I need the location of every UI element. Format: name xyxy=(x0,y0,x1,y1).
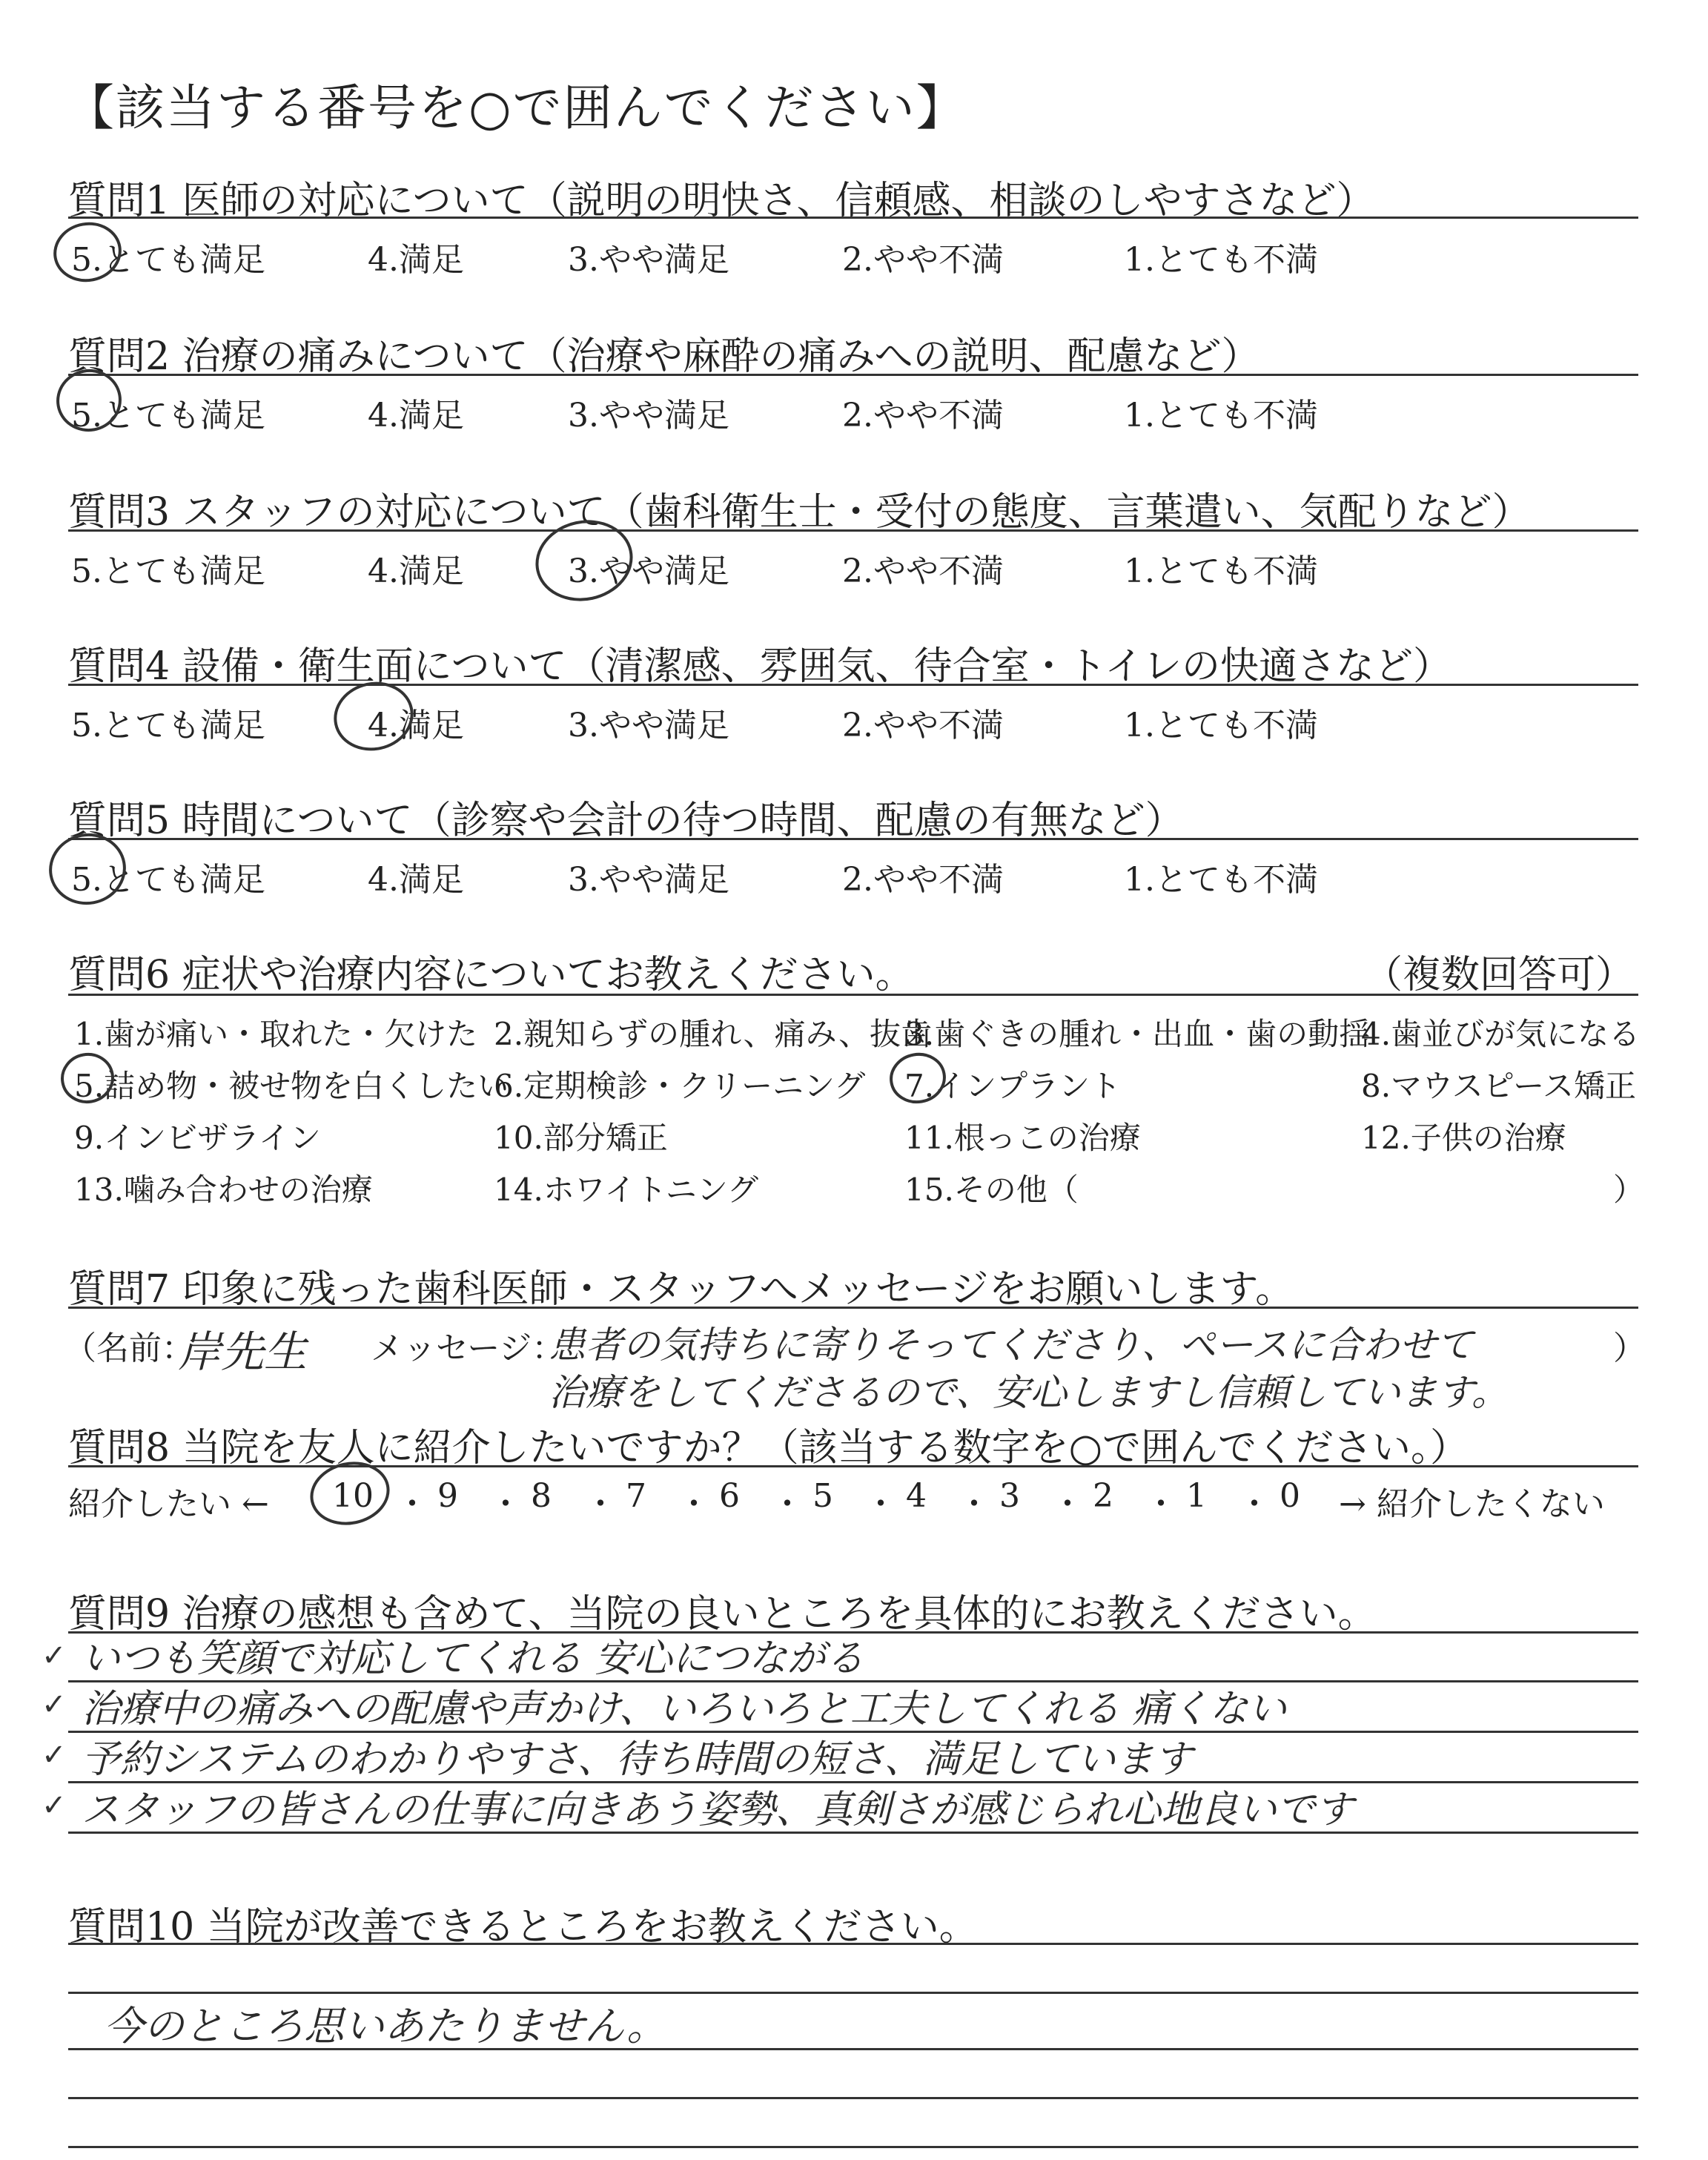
q4-option-2[interactable]: 2.やや不満 xyxy=(842,707,1004,744)
q9-check-1: ✓ xyxy=(42,1639,67,1673)
q2-option-4[interactable]: 4.満足 xyxy=(368,397,464,435)
question-2-divider xyxy=(68,374,1638,376)
q1-option-2[interactable]: 2.やや不満 xyxy=(842,241,1004,279)
question-8-divider xyxy=(68,1465,1638,1467)
question-10-label: 質問10 当院が改善できるところをお教えください。 xyxy=(68,1905,978,1949)
q5-option-2[interactable]: 2.やや不満 xyxy=(842,861,1004,899)
q1-option-5[interactable]: 5.とても満足 xyxy=(71,241,265,279)
q8-score-2[interactable]: 2 xyxy=(1093,1477,1113,1515)
q8-score-3[interactable]: 3 xyxy=(999,1477,1020,1515)
q6-item-13[interactable]: 13.噛み合わせの治療 xyxy=(74,1172,373,1208)
q3-option-1[interactable]: 1.とても不満 xyxy=(1124,552,1318,590)
q8-sep-2: ・ xyxy=(489,1485,522,1523)
q8-score-8[interactable]: 8 xyxy=(531,1477,552,1515)
q9-answer-1[interactable]: いつも笑顔で対応してくれる 安心につながる xyxy=(82,1636,864,1681)
q8-sep-6: ・ xyxy=(864,1485,897,1523)
q6-item-1[interactable]: 1.歯が痛い・取れた・欠けた xyxy=(74,1016,478,1052)
q8-score-5[interactable]: 5 xyxy=(812,1477,833,1515)
q9-answer-4[interactable]: スタッフの皆さんの仕事に向きあう姿勢、真剣さが感じられ心地良いです xyxy=(82,1788,1354,1832)
q5-option-3[interactable]: 3.やや満足 xyxy=(568,861,729,899)
q8-score-4[interactable]: 4 xyxy=(906,1477,927,1515)
q6-item-11[interactable]: 11.根っこの治療 xyxy=(904,1120,1141,1156)
q9-answer-3[interactable]: 予約システムのわかりやすさ、待ち時間の短さ、満足しています xyxy=(82,1737,1193,1782)
q6-item-14[interactable]: 14.ホワイトニング xyxy=(494,1172,759,1208)
question-1-label: 質問1 医師の対応について（説明の明快さ、信頼感、相談のしやすさなど） xyxy=(68,179,1375,223)
q4-option-1[interactable]: 1.とても不満 xyxy=(1124,707,1318,744)
q1-option-3[interactable]: 3.やや満足 xyxy=(568,241,729,279)
q2-option-2[interactable]: 2.やや不満 xyxy=(842,397,1004,435)
q2-option-5[interactable]: 5.とても満足 xyxy=(71,397,265,435)
q5-option-5[interactable]: 5.とても満足 xyxy=(71,861,265,899)
question-7-divider xyxy=(68,1307,1638,1309)
q1-option-4[interactable]: 4.満足 xyxy=(368,241,464,279)
q8-score-7[interactable]: 7 xyxy=(626,1477,646,1515)
q3-option-4[interactable]: 4.満足 xyxy=(368,552,464,590)
q10-answer-line-4 xyxy=(68,2146,1638,2148)
q7-message-line-2[interactable]: 治療をしてくださるので、安心しますし信頼しています。 xyxy=(549,1371,1509,1414)
q4-option-5[interactable]: 5.とても満足 xyxy=(71,707,265,744)
q8-sep-10: ・ xyxy=(1238,1485,1271,1523)
question-9-label: 質問9 治療の感想も含めて、当院の良いところを具体的にお教えください。 xyxy=(68,1592,1377,1636)
q8-right-label: → 紹介したくない xyxy=(1339,1485,1605,1523)
q6-item-5[interactable]: 5.詰め物・被せ物を白くしたい xyxy=(74,1068,509,1104)
q8-sep-4: ・ xyxy=(678,1485,710,1523)
q6-item-9[interactable]: 9.インビザライン xyxy=(74,1120,321,1156)
q6-item-7[interactable]: 7.インプラント xyxy=(904,1068,1122,1104)
q7-close-paren: ） xyxy=(1613,1330,1646,1367)
q6-item-10[interactable]: 10.部分矯正 xyxy=(494,1120,668,1156)
q9-answer-line-4 xyxy=(68,1832,1638,1834)
q1-option-1[interactable]: 1.とても不満 xyxy=(1124,241,1318,279)
q6-item-3[interactable]: 3.歯ぐきの腫れ・出血・歯の動揺 xyxy=(904,1016,1371,1052)
question-4-divider xyxy=(68,684,1638,686)
q10-answer-line-1 xyxy=(68,1992,1638,1994)
question-5-label: 質問5 時間について（診察や会計の待つ時間、配慮の有無など） xyxy=(68,799,1184,843)
q10-answer-line-3 xyxy=(68,2097,1638,2099)
question-2-label: 質問2 治療の痛みについて（治療や麻酔の痛みへの説明、配慮など） xyxy=(68,334,1260,379)
q3-option-3[interactable]: 3.やや満足 xyxy=(568,552,729,590)
q9-check-3: ✓ xyxy=(42,1738,67,1772)
q6-item-4[interactable]: 4.歯並びが気になる xyxy=(1361,1016,1641,1052)
q8-score-1[interactable]: 1 xyxy=(1186,1477,1207,1515)
question-7-label: 質問7 印象に残った歯科医師・スタッフへメッセージをお願いします。 xyxy=(68,1267,1294,1312)
q6-item-15[interactable]: 15.その他（ xyxy=(904,1172,1079,1208)
q7-name-value[interactable]: 岸先生 xyxy=(178,1327,308,1377)
q5-option-4[interactable]: 4.満足 xyxy=(368,861,464,899)
q8-score-6[interactable]: 6 xyxy=(719,1477,740,1515)
q6-item-6[interactable]: 6.定期検診・クリーニング xyxy=(494,1068,866,1104)
q8-left-label: 紹介したい ← xyxy=(68,1485,269,1523)
q8-sep-9: ・ xyxy=(1145,1485,1177,1523)
q10-answer-line-2 xyxy=(68,2048,1638,2050)
q5-option-1[interactable]: 1.とても不満 xyxy=(1124,861,1318,899)
q8-score-0[interactable]: 0 xyxy=(1280,1477,1300,1515)
q8-sep-3: ・ xyxy=(584,1485,617,1523)
q7-message-line-1[interactable]: 患者の気持ちに寄りそってくださり、ペースに合わせて xyxy=(549,1324,1474,1367)
q6-item-8[interactable]: 8.マウスピース矯正 xyxy=(1361,1068,1637,1104)
q7-message-label: メッセージ： xyxy=(371,1330,565,1367)
q6-item-12[interactable]: 12.子供の治療 xyxy=(1361,1120,1566,1156)
q8-sep-8: ・ xyxy=(1051,1485,1084,1523)
question-6-label: 質問6 症状や治療内容についてお教えください。 xyxy=(68,953,914,997)
question-4-label: 質問4 設備・衛生面について（清潔感、雰囲気、待合室・トイレの快適さなど） xyxy=(68,644,1452,689)
q2-option-1[interactable]: 1.とても不満 xyxy=(1124,397,1318,435)
q4-option-4[interactable]: 4.満足 xyxy=(368,707,464,744)
q8-score-10[interactable]: 10 xyxy=(332,1477,374,1515)
question-5-divider xyxy=(68,838,1638,840)
q7-name-label: （名前： xyxy=(64,1330,194,1367)
q8-sep-7: ・ xyxy=(958,1485,990,1523)
q2-option-3[interactable]: 3.やや満足 xyxy=(568,397,729,435)
question-8-label: 質問8 当院を友人に紹介したいですか？（該当する数字を○で囲んでください。） xyxy=(68,1426,1469,1470)
question-10-divider xyxy=(68,1943,1638,1945)
q9-check-2: ✓ xyxy=(42,1688,67,1722)
question-3-divider xyxy=(68,529,1638,532)
question-1-divider xyxy=(68,217,1638,219)
q6-item-2[interactable]: 2.親知らずの腫れ、痛み、抜歯 xyxy=(494,1016,933,1052)
question-3-label: 質問3 スタッフの対応について（歯科衛生士・受付の態度、言葉遣い、気配りなど） xyxy=(68,490,1531,535)
q9-check-4: ✓ xyxy=(42,1789,67,1823)
question-6-divider xyxy=(68,994,1638,996)
q6-item-15-close: ） xyxy=(1613,1172,1645,1208)
q8-score-9[interactable]: 9 xyxy=(437,1477,458,1515)
q3-option-2[interactable]: 2.やや不満 xyxy=(842,552,1004,590)
q9-answer-2[interactable]: 治療中の痛みへの配慮や声かけ、いろいろと工夫してくれる 痛くない xyxy=(82,1687,1287,1731)
q8-sep-1: ・ xyxy=(396,1485,428,1523)
question-6-note: （複数回答可） xyxy=(1364,953,1635,997)
q4-option-3[interactable]: 3.やや満足 xyxy=(568,707,729,744)
q3-option-5[interactable]: 5.とても満足 xyxy=(71,552,265,590)
q8-sep-5: ・ xyxy=(771,1485,804,1523)
q10-answer[interactable]: 今のところ思いあたりません。 xyxy=(104,2003,667,2050)
page-title: 【該当する番号を○で囲んでください】 xyxy=(65,79,967,136)
